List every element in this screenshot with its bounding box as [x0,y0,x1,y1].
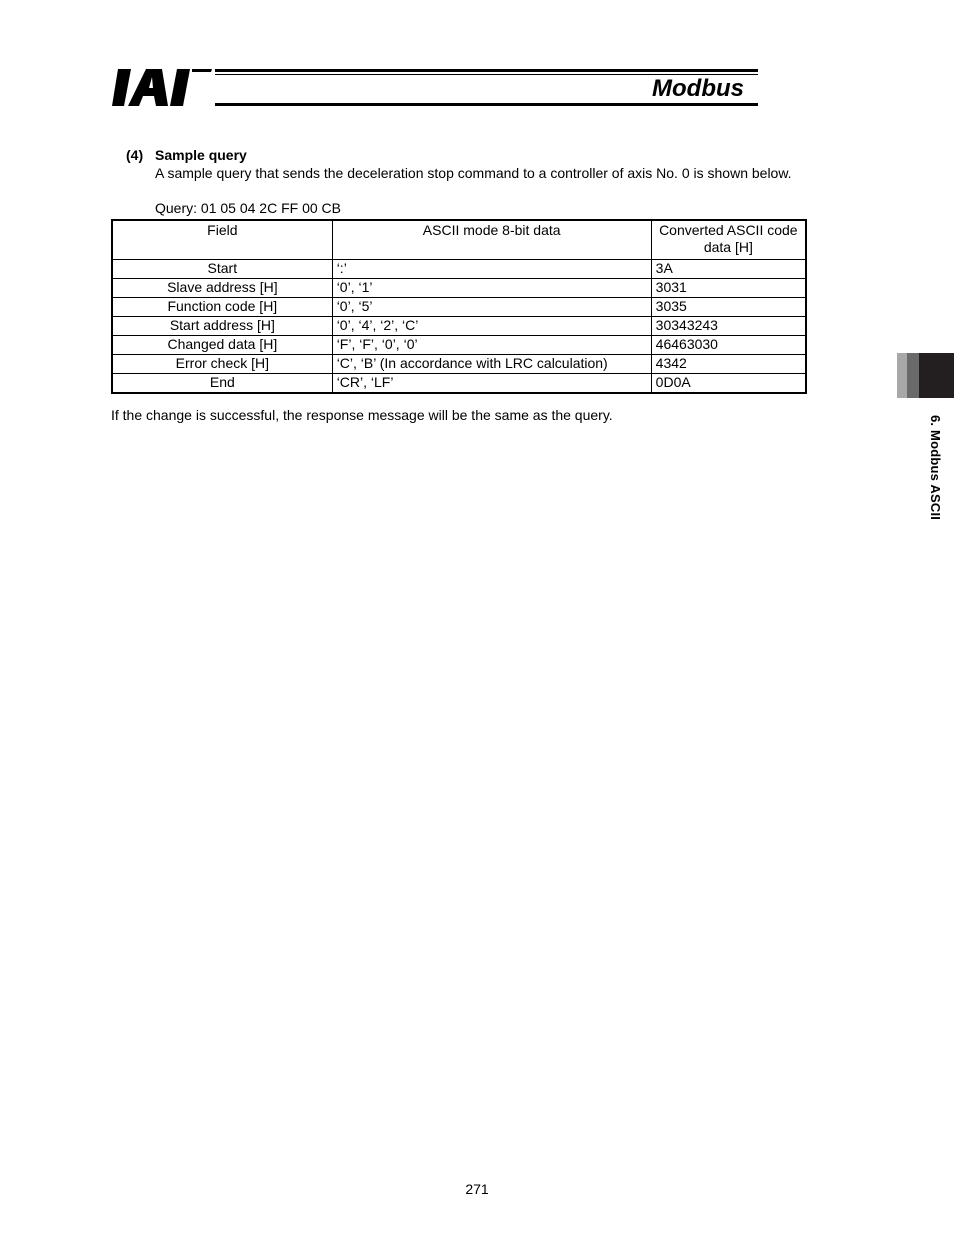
cell-hex: 4342 [651,355,806,374]
cell-field: End [112,374,332,394]
table-row [112,374,806,394]
cell-field: Slave address [H] [112,279,332,298]
table-row [112,260,806,279]
cell-ascii: ‘0’, ‘1’ [332,279,651,298]
query-line: Query: 01 05 04 2C FF 00 CB [155,200,341,216]
header-rule-top [215,69,758,72]
table-header-row [112,220,806,260]
cell-hex: 3A [651,260,806,279]
cell-field: Function code [H] [112,298,332,317]
section-title: Sample query [155,147,247,163]
chapter-tab-light [897,353,907,398]
cell-hex: 46463030 [651,336,806,355]
cell-ascii: ‘F’, ‘F’, ‘0’, ‘0’ [332,336,651,355]
cell-ascii: ‘C’, ‘B’ (In accordance with LRC calculation) [332,355,651,374]
cell-ascii: ‘CR’, ‘LF’ [332,374,651,394]
cell-ascii: ‘:’ [332,260,651,279]
result-note: If the change is successful, the response message will be the same as the query. [111,407,613,423]
cell-field: Error check [H] [112,355,332,374]
header-ascii-data: ASCII mode 8-bit data [332,220,651,260]
table-row [112,336,806,355]
query-table [111,219,807,394]
chapter-tab-mid [907,353,919,398]
header-title: Modbus [652,75,744,102]
iai-logo-mark [112,69,212,107]
cell-field: Start address [H] [112,317,332,336]
chapter-tab-dark [919,353,954,398]
table-row [112,298,806,317]
header-field: Field [112,220,332,260]
cell-ascii: ‘0’, ‘4’, ‘2’, ‘C’ [332,317,651,336]
chapter-label: 6. Modbus ASCII [928,415,943,521]
section-description: A sample query that sends the deceleration stop command to a controller of axis No. 0 is shown below. [155,165,792,181]
table-row [112,317,806,336]
header-rule-bottom [215,103,758,106]
page-number: 271 [465,1181,489,1197]
table-row [112,355,806,374]
iai-logo [112,69,212,107]
header-converted-data: Converted ASCII code data [H] [651,220,806,260]
cell-hex: 30343243 [651,317,806,336]
cell-field: Changed data [H] [112,336,332,355]
table-row [112,279,806,298]
header-bar [215,69,758,107]
section-number: (4) [126,147,144,163]
cell-field: Start [112,260,332,279]
cell-hex: 0D0A [651,374,806,394]
cell-hex: 3031 [651,279,806,298]
cell-ascii: ‘0’, ‘5’ [332,298,651,317]
cell-hex: 3035 [651,298,806,317]
